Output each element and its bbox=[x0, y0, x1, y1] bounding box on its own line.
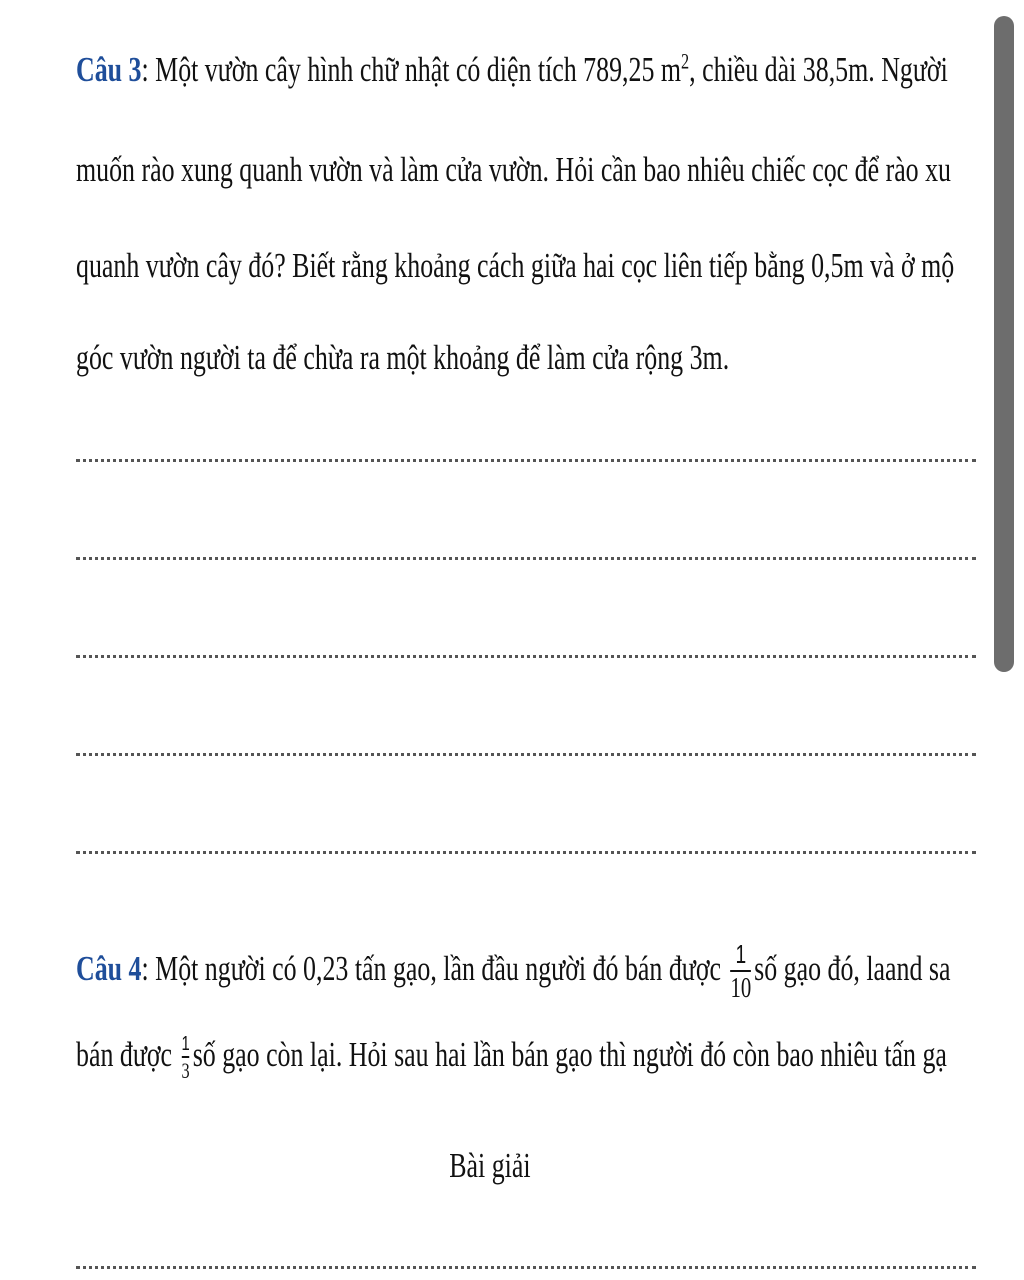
question-3-line-1 bbox=[76, 46, 979, 94]
answer-line-5[interactable] bbox=[76, 851, 976, 854]
question-3-line-4: góc vườn người ta để chừa ra một khoảng để làm cửa rộng 3m. bbox=[76, 338, 730, 377]
answer-line-3[interactable] bbox=[76, 655, 976, 658]
question-4-text-1a: : Một người có 0,23 tấn gạo, lần đầu người đó bán được bbox=[141, 949, 722, 988]
question-3-line-2: muốn rào xung quanh vườn và làm cửa vườn. Hỏi cần bao nhiêu chiếc cọc để rào xu bbox=[76, 150, 952, 189]
fraction-bar bbox=[730, 970, 751, 972]
question-4-text-2b: số gạo còn lại. Hỏi sau hai lần bán gạo thì người đó còn bao nhiêu tấn gạ bbox=[192, 1035, 947, 1074]
question-3-text-1a: : Một vườn cây hình chữ nhật có diện tích 789,25 m bbox=[141, 50, 682, 89]
question-4-line-1 bbox=[76, 934, 979, 1004]
answer-line-2[interactable] bbox=[76, 557, 976, 560]
fraction-numerator: 1 bbox=[735, 938, 747, 969]
question-3-line-3: quanh vườn cây đó? Biết rằng khoảng cách giữa hai cọc liên tiếp bằng 0,5m và ở mộ bbox=[76, 246, 955, 285]
solution-heading bbox=[0, 1142, 980, 1190]
answer-line-1[interactable] bbox=[76, 459, 976, 462]
solution-heading-text: Bài giải bbox=[449, 1146, 531, 1185]
question-3-label: Câu 3 bbox=[76, 50, 142, 89]
question-4-text-2a: bán được bbox=[76, 1035, 173, 1074]
question-4-line-2 bbox=[76, 1020, 979, 1100]
answer-line-6[interactable] bbox=[76, 1266, 976, 1269]
fraction-denominator: 3 bbox=[181, 1057, 190, 1083]
question-4-label: Câu 4 bbox=[76, 949, 142, 988]
fraction-numerator: 1 bbox=[181, 1032, 190, 1055]
superscript-2: 2 bbox=[681, 48, 690, 74]
fraction-one-tenth bbox=[730, 940, 751, 1004]
vertical-scrollbar-thumb[interactable] bbox=[994, 16, 1014, 672]
question-4-text-1b: số gạo đó, laand sa bbox=[754, 949, 951, 988]
question-3-text-1b: , chiều dài 38,5m. Người bbox=[689, 50, 948, 89]
fraction-one-third bbox=[181, 1033, 189, 1083]
fraction-denominator: 10 bbox=[730, 972, 752, 1004]
answer-line-4[interactable] bbox=[76, 753, 976, 756]
